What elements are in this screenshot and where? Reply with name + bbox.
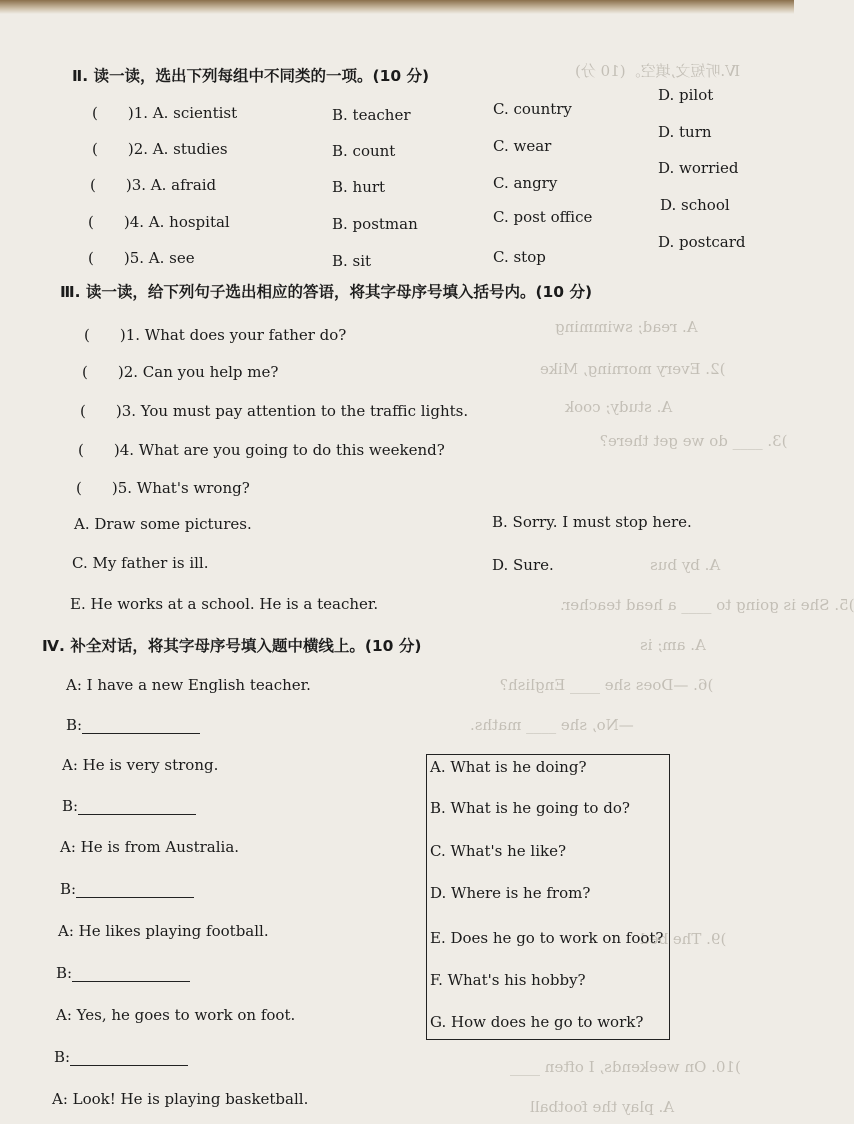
option-c: C. country	[493, 100, 572, 118]
dialogue-line: A: He is from Australia.	[60, 838, 240, 856]
page-edge-shadow	[0, 0, 794, 14]
question-item: ( )2. Can you help me?	[82, 363, 279, 381]
option-b: B. count	[332, 142, 396, 160]
option-item: G. How does he go to work?	[430, 1013, 644, 1031]
answer-d: D. Sure.	[492, 556, 554, 574]
section2-title: Ⅱ. 读一读，选出下列每组中不同类的一项。(10 分)	[72, 67, 430, 85]
answer-e: E. He works at a school. He is a teacher.	[70, 595, 379, 613]
dialogue-line: A: Yes, he goes to work on foot.	[56, 1006, 296, 1024]
speaker-label: B:	[66, 716, 83, 734]
question-item: ( )5. What's wrong?	[76, 479, 250, 497]
dialogue-answer-line	[56, 964, 190, 982]
dialogue-line: A: Look! He is playing basketball.	[52, 1090, 309, 1108]
dialogue-answer-line	[62, 797, 196, 815]
answer-blank[interactable]	[82, 719, 200, 734]
option-item: B. What is he going to do?	[430, 799, 630, 817]
option-c: C. stop	[493, 248, 546, 266]
answer-blank[interactable]	[78, 800, 196, 815]
option-d: D. worried	[658, 159, 739, 177]
option-b: B. postman	[332, 215, 418, 233]
exam-page: Ⅳ.听短文,填空。(10 分) A. read; swimming )2. Every morning, Mike A. study; cook )3. ____ do we get there? A. by bus )5. She is going to ____ a head teacher. A. am; is )6. —Does she ____ English? —No, she ____ maths. )9. The bed )10. On weekends, I often ____ A. play the football Ⅱ. 读一读，选出下列每组中不同类的一项。(10 分) ( )1. A. scientist B. teacher C. country D. pilot ( )2. A. studies B. count C. wear D. turn ( )3. A. afraid B. hurt C. angry D. worried ( )4. A. hospital B. postman C. post office D. school ( )5. A. see B. sit C. stop D. postcard Ⅲ. 读一读，给下列句子选出相应的答语，将其字母序号填入括号内。(10 分) ( )1. What does your father do? ( )2. Can you help me? ( )3. You must pay attention to the traffic lights. ( )4. What are you going to do this weekend? ( )5. What's wrong? A. Draw some pictures. B. Sorry. I must stop here. C. My father is ill. D. Sure. E. He works at a school. He is a teacher. Ⅳ. 补全对话，将其字母序号填入题中横线上。(10 分) A: I have a new English teacher. B: A: He is very strong. B: A: He is from Australia. B: A: He likes playing football. B: A: Yes, he goes to work on foot. B: A: Look! He is playing basketball. A. What is he doing? B. What is he going to do? C. What's he like? D. Where is he from? E. Does he go to work on foot? F. What's his hobby? G. How does he go to work?	[0, 0, 794, 1124]
dialogue-answer-line	[54, 1048, 188, 1066]
answer-c: C. My father is ill.	[72, 554, 209, 572]
option-c: C. post office	[493, 208, 593, 226]
answer-blank[interactable]	[72, 967, 190, 982]
option-c: C. wear	[493, 137, 552, 155]
question-item: ( )5. A. see	[88, 249, 195, 267]
options-box	[426, 754, 670, 1040]
question-item: ( )3. A. afraid	[90, 176, 217, 194]
question-item: ( )4. What are you going to do this weekend?	[78, 441, 445, 459]
speaker-label: B:	[60, 880, 77, 898]
dialogue-line: A: He likes playing football.	[58, 922, 269, 940]
option-item: E. Does he go to work on foot?	[430, 929, 664, 947]
dialogue-line: A: He is very strong.	[62, 756, 219, 774]
answer-blank[interactable]	[70, 1051, 188, 1066]
option-item: A. What is he doing?	[430, 758, 587, 776]
speaker-label: B:	[54, 1048, 71, 1066]
answer-b: B. Sorry. I must stop here.	[492, 513, 692, 531]
option-item: F. What's his hobby?	[430, 971, 586, 989]
section4-title: Ⅳ. 补全对话，将其字母序号填入题中横线上。(10 分)	[42, 637, 422, 655]
option-d: D. postcard	[658, 233, 746, 251]
option-item: C. What's he like?	[430, 842, 567, 860]
option-item: D. Where is he from?	[430, 884, 591, 902]
option-d: D. turn	[658, 123, 712, 141]
answer-blank[interactable]	[76, 883, 194, 898]
speaker-label: B:	[56, 964, 73, 982]
speaker-label: B:	[62, 797, 79, 815]
option-c: C. angry	[493, 174, 558, 192]
option-b: B. sit	[332, 252, 372, 270]
question-item: ( )1. What does your father do?	[84, 326, 347, 344]
option-b: B. teacher	[332, 106, 411, 124]
question-item: ( )1. A. scientist	[92, 104, 238, 122]
dialogue-answer-line	[60, 880, 194, 898]
answer-a: A. Draw some pictures.	[74, 515, 252, 533]
question-item: ( )4. A. hospital	[88, 213, 230, 231]
section3-title: Ⅲ. 读一读，给下列句子选出相应的答语，将其字母序号填入括号内。(10 分)	[60, 283, 593, 301]
option-d: D. pilot	[658, 86, 714, 104]
dialogue-answer-line	[66, 716, 200, 734]
option-d: D. school	[660, 196, 730, 214]
dialogue-line: A: I have a new English teacher.	[66, 676, 311, 694]
option-b: B. hurt	[332, 178, 386, 196]
question-item: ( )2. A. studies	[92, 140, 228, 158]
question-item: ( )3. You must pay attention to the traffic lights.	[80, 402, 469, 420]
